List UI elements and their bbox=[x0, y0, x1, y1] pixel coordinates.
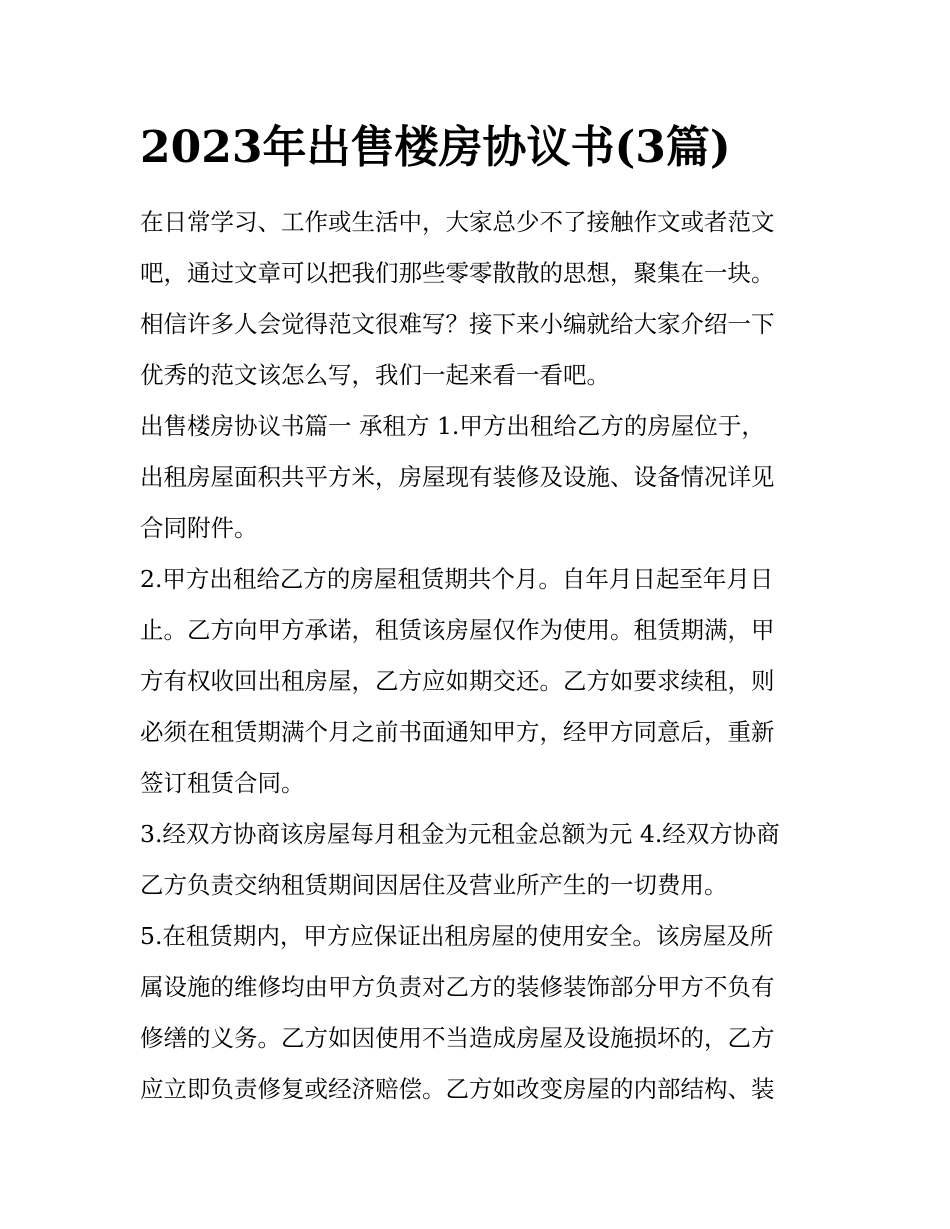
text-line: 2.甲方出租给乙方的房屋租赁期共个月。自年月日起至年月日 bbox=[140, 565, 774, 593]
text-line: 相信许多人会觉得范文很难写？接下来小编就给大家介绍一下 bbox=[140, 310, 775, 338]
paragraph-clause-2 bbox=[140, 554, 812, 809]
text-line: 乙方负责交纳租赁期间因居住及营业所产生的一切费用。 bbox=[140, 871, 728, 899]
text-line: 签订租赁合同。 bbox=[140, 769, 305, 797]
document-title: 2023年出售楼房协议书(3篇) bbox=[140, 122, 731, 173]
text-line: 合同附件。 bbox=[140, 514, 258, 542]
document-body bbox=[140, 197, 812, 1115]
text-line: 属设施的维修均由甲方负责对乙方的装修装饰部分甲方不负有 bbox=[140, 973, 775, 1001]
text-line: 优秀的范文该怎么写，我们一起来看一看吧。 bbox=[140, 361, 610, 389]
paragraph-clause-1 bbox=[140, 401, 812, 554]
text-line: 5.在租赁期内，甲方应保证出租房屋的使用安全。该房屋及所 bbox=[140, 922, 774, 950]
text-line: 出售楼房协议书篇一 承租方 1.甲方出租给乙方的房屋位于， bbox=[140, 412, 765, 440]
text-line: 吧，通过文章可以把我们那些零零散散的思想，聚集在一块。 bbox=[140, 259, 775, 287]
paragraph-clause-5 bbox=[140, 911, 812, 1115]
text-line: 3.经双方协商该房屋每月租金为元租金总额为元 4.经双方协商 bbox=[140, 820, 780, 848]
text-line: 止。乙方向甲方承诺，租赁该房屋仅作为使用。租赁期满，甲 bbox=[140, 616, 775, 644]
text-line: 方有权收回出租房屋，乙方应如期交还。乙方如要求续租，则 bbox=[140, 667, 775, 695]
text-line: 修缮的义务。乙方如因使用不当造成房屋及设施损坏的，乙方 bbox=[140, 1024, 775, 1052]
text-line: 应立即负责修复或经济赔偿。乙方如改变房屋的内部结构、装 bbox=[140, 1075, 775, 1103]
paragraph-intro bbox=[140, 197, 812, 401]
text-line: 在日常学习、工作或生活中，大家总少不了接触作文或者范文 bbox=[140, 208, 775, 236]
paragraph-clause-3-4 bbox=[140, 809, 812, 911]
text-line: 出租房屋面积共平方米，房屋现有装修及设施、设备情况详见 bbox=[140, 463, 775, 491]
text-line: 必须在租赁期满个月之前书面通知甲方，经甲方同意后，重新 bbox=[140, 718, 775, 746]
